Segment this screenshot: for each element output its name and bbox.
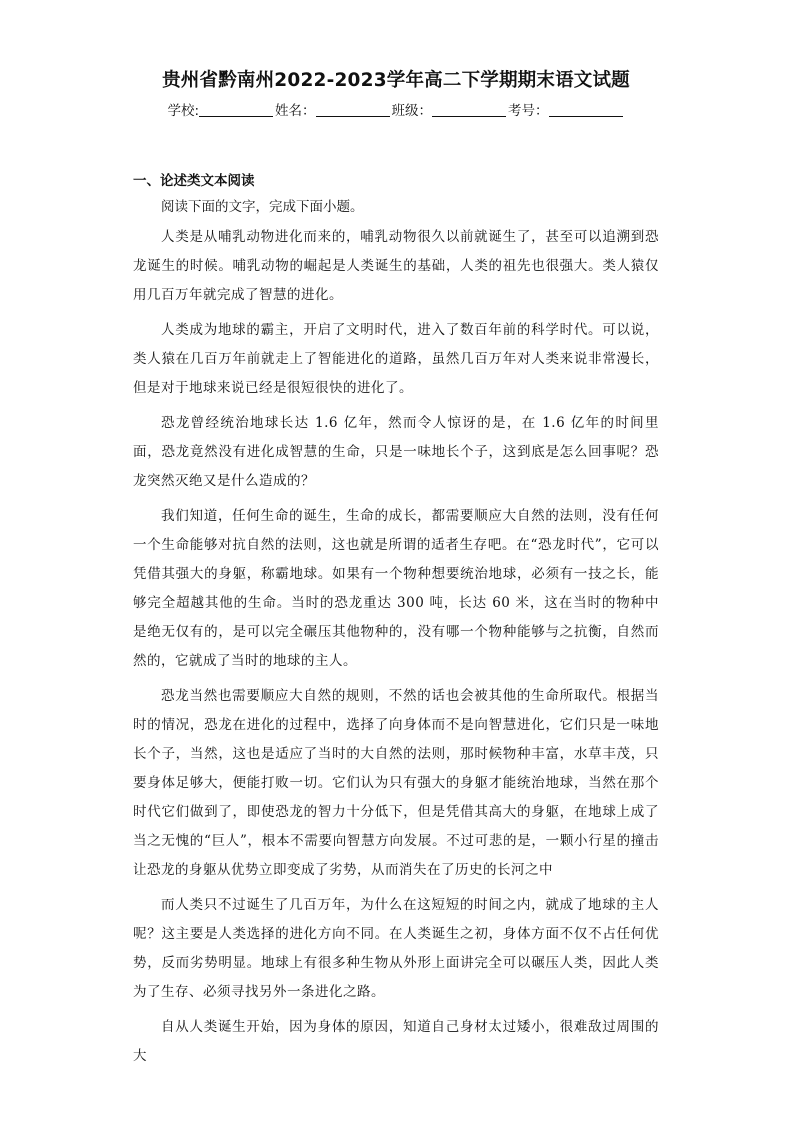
passage-paragraph: 人类成为地球的霸主，开启了文明时代，进入了数百年前的科学时代。可以说，类人猿在几百万年前就走上了智能进化的道路，虽然几百万年对人类来说非常漫长，但是对于地球来说已经是很短很快的进化了。 <box>133 322 659 396</box>
passage-paragraph: 恐龙当然也需要顺应大自然的规则，不然的话也会被其他的生命所取代。根据当时的情况，恐龙在进化的过程中，选择了向身体而不是向智慧进化，它们只是一味地长个子，当然，这也是适应了当时的大自然的法则，那时候物种丰富，水草丰茂，只要身体足够大，便能打败一切。它们认为只有强大的身躯才能统治地球，当然在那个时代它们做到了，即使恐龙的智力十分低下，但是凭借其高大的身躯，在地球上成了当之无愧的“巨人”，根本不需要向智慧方向发展。不过可悲的是，一颗小行星的撞击让恐龙的身躯从优势立即变成了劣势，从而消失在了历史的长河之中 <box>133 688 659 878</box>
name-label: 姓名： <box>275 103 316 119</box>
exam-number-blank <box>549 102 623 117</box>
section-instruction: 阅读下面的文字，完成下面小题。 <box>161 199 364 215</box>
section-heading: 一、论述类文本阅读 <box>133 173 255 189</box>
school-label: 学校: <box>167 103 200 119</box>
name-blank <box>316 102 390 117</box>
passage-paragraph: 自从人类诞生开始，因为身体的原因，知道自己身材太过矮小，很难敌过周围的大 <box>133 1019 659 1064</box>
school-blank <box>199 102 273 117</box>
passage-paragraph: 我们知道，任何生命的诞生，生命的成长，都需要顺应大自然的法则，没有任何一个生命能够对抗自然的法则，这也就是所谓的适者生存吧。在“恐龙时代”，它可以凭借其强大的身躯，称霸地球。如果有一个物种想要统治地球，必须有一技之长，能够完全超越其他的生命。当时的恐龙重达 300 吨，长达 60 米，这在当时的物种中是绝无仅有的，是可以完全碾压其他物种的，没有哪一个物种能够与之抗衡，自然而然的，它就成了当时的地球的主人。 <box>133 508 659 669</box>
passage-paragraph: 恐龙曾经统治地球长达 1.6 亿年，然而令人惊讶的是，在 1.6 亿年的时间里面，恐龙竟然没有进化成智慧的生命，只是一味地长个子，这到底是怎么回事呢？恐龙突然灭绝又是什么造成的？ <box>133 415 659 489</box>
class-label: 班级： <box>391 103 433 119</box>
passage-paragraph: 而人类只不过诞生了几百万年，为什么在这短短的时间之内，就成了地球的主人呢？这主要是人类选择的进化方向不同。在人类诞生之初，身体方面不仅不占任何优势，反而劣势明显。地球上有很多种生物从外形上面讲完全可以碾压人类，因此人类为了生存、必须寻找另外一条进化之路。 <box>133 897 659 1000</box>
class-blank <box>432 102 506 117</box>
exam-number-label: 考号： <box>508 103 549 119</box>
document-title: 贵州省黔南州2022-2023学年高二下学期期末语文试题 <box>162 70 630 91</box>
student-info-line <box>133 100 659 122</box>
passage-paragraph: 人类是从哺乳动物进化而来的，哺乳动物很久以前就诞生了，甚至可以追溯到恐龙诞生的时候。哺乳动物的崛起是人类诞生的基础，人类的祖先也很强大。类人猿仅用几百万年就完成了智慧的进化。 <box>133 229 659 303</box>
